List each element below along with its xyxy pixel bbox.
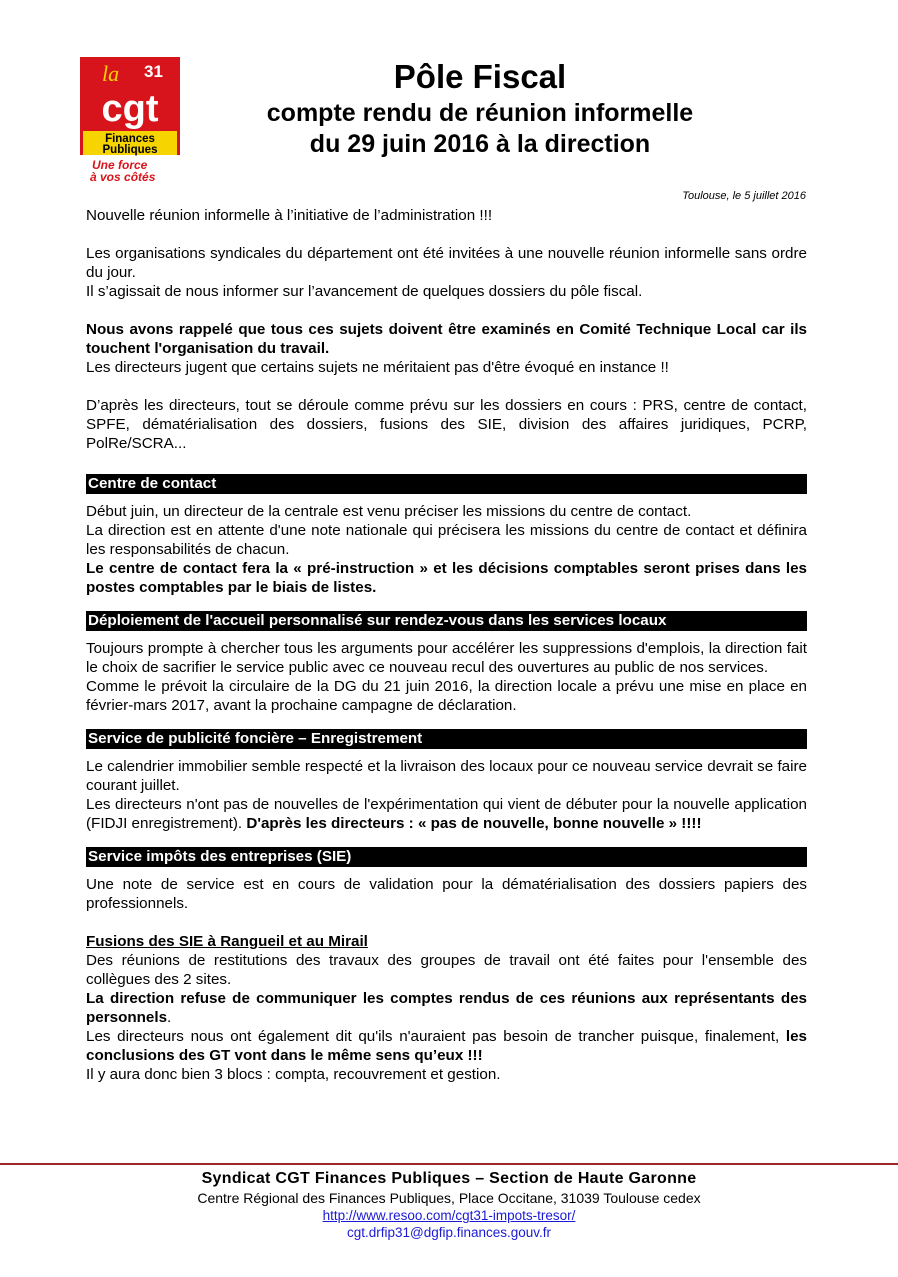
- section-text-bold: D'après les directeurs : « pas de nouvelle, bonne nouvelle » !!!!: [246, 815, 702, 832]
- page-subtitle-2: du 29 juin 2016 à la direction: [309, 130, 651, 158]
- intro-paragraph: Les organisations syndicales du département ont été invitées à une nouvelle réunion informelle sans ordre du jour.: [86, 245, 807, 281]
- section-paragraph: Le calendrier immobilier semble respecté et la livraison des locaux pour ce nouveau service devrait se faire courant juillet.: [86, 758, 807, 794]
- section-heading-publicite-fonciere: Service de publicité foncière – Enregistrement: [86, 729, 807, 749]
- section-paragraph: [86, 795, 807, 833]
- intro-paragraph: Nouvelle réunion informelle à l’initiative de l’administration !!!: [86, 207, 493, 224]
- footer-email-link[interactable]: cgt.drfip31@dgfip.finances.gouv.fr: [346, 1225, 552, 1240]
- logo-line1: Finances: [105, 133, 155, 145]
- document-date: Toulouse, le 5 juillet 2016: [682, 190, 806, 202]
- section-heading-centre-contact: Centre de contact: [86, 474, 807, 494]
- intro-paragraph: D’après les directeurs, tout se déroule comme prévu sur les dossiers en cours : PRS, centre de contact, SPFE, dématérialisation des dossiers, fusions des SIE, division des affaires juridiques, PCRP, PolRe/SCRA...: [86, 397, 807, 452]
- section-paragraph: Une note de service est en cours de validation pour la dématérialisation des dossiers papiers des professionnels.: [86, 876, 807, 912]
- section-text: Les directeurs nous ont également dit qu'ils n'auraient pas besoin de trancher puisque, finalement,: [86, 1028, 786, 1045]
- sub-heading-fusions: Fusions des SIE à Rangueil et au Mirail: [86, 933, 368, 950]
- section-paragraph: Début juin, un directeur de la centrale est venu préciser les missions du centre de contact.: [86, 503, 692, 520]
- logo-cgt: cgt: [101, 88, 159, 130]
- intro-paragraph: Les directeurs jugent que certains sujets ne méritaient pas d'être évoqué en instance !!: [86, 359, 669, 376]
- section-paragraph: Toujours prompte à chercher tous les arguments pour accélérer les suppressions d'emplois, la direction fait le choix de sacrifier le service public avec ce nouveau recul des ouvertures au public de nos services.: [86, 640, 807, 676]
- section-heading-sie: Service impôts des entreprises (SIE): [86, 847, 807, 867]
- section-paragraph-bold: Le centre de contact fera la « pré-instruction » et les décisions comptables seront prises dans les postes comptables par le biais de listes.: [86, 560, 807, 596]
- footer-organisation: Syndicat CGT Finances Publiques – Section de Haute Garonne: [201, 1170, 697, 1187]
- intro-paragraph-bold: Nous avons rappelé que tous ces sujets doivent être examinés en Comité Technique Local car ils touchent l'organisation du travail.: [86, 321, 807, 357]
- section-paragraph: Il y aura donc bien 3 blocs : compta, recouvrement et gestion.: [86, 1066, 501, 1083]
- logo-slogan1: Une force: [92, 158, 148, 172]
- section-text-bold: La direction refuse de communiquer les comptes rendus de ces réunions aux représentants des personnels: [86, 990, 807, 1026]
- section-text: Les directeurs n'ont pas de nouvelles de l'expérimentation qui vient de débuter pour la nouvelle application (FIDJI enregistrement).: [86, 796, 807, 832]
- logo-line2: Publiques: [102, 144, 158, 156]
- footer-website-link[interactable]: http://www.resoo.com/cgt31-impots-tresor/: [322, 1208, 576, 1223]
- section-paragraph: Comme le prévoit la circulaire de la DG du 21 juin 2016, la direction locale a prévu une mise en place en février-mars 2017, avant la prochaine campagne de déclaration.: [86, 678, 807, 714]
- document-body: [86, 206, 807, 1084]
- section-paragraph: Des réunions de restitutions des travaux des groupes de travail ont été faites pour l'ensemble des collègues des 2 sites.: [86, 952, 807, 988]
- page-title: Pôle Fiscal: [393, 58, 567, 95]
- section-text-bold: les conclusions des GT vont dans le même sens qu’eux !!!: [86, 1028, 807, 1064]
- footer-rule: [0, 1163, 898, 1165]
- page-subtitle-1: compte rendu de réunion informelle: [266, 99, 694, 127]
- section-paragraph: La direction est en attente d'une note nationale qui précisera les missions du centre de contact et définira les responsabilités de chacun.: [86, 522, 807, 558]
- logo-number: 31: [144, 62, 163, 81]
- cgt-logo: [80, 57, 180, 187]
- logo-la: la: [102, 61, 120, 86]
- footer: [0, 1168, 898, 1241]
- section-paragraph: [86, 989, 807, 1027]
- section-text: .: [167, 1009, 172, 1026]
- logo-slogan2: à vos côtés: [90, 170, 156, 184]
- section-paragraph: [86, 1027, 807, 1065]
- section-heading-accueil: Déploiement de l'accueil personnalisé sur rendez-vous dans les services locaux: [86, 611, 807, 631]
- footer-address: Centre Régional des Finances Publiques, Place Occitane, 31039 Toulouse cedex: [197, 1190, 701, 1206]
- intro-paragraph: Il s’agissait de nous informer sur l’avancement de quelques dossiers du pôle fiscal.: [86, 283, 643, 300]
